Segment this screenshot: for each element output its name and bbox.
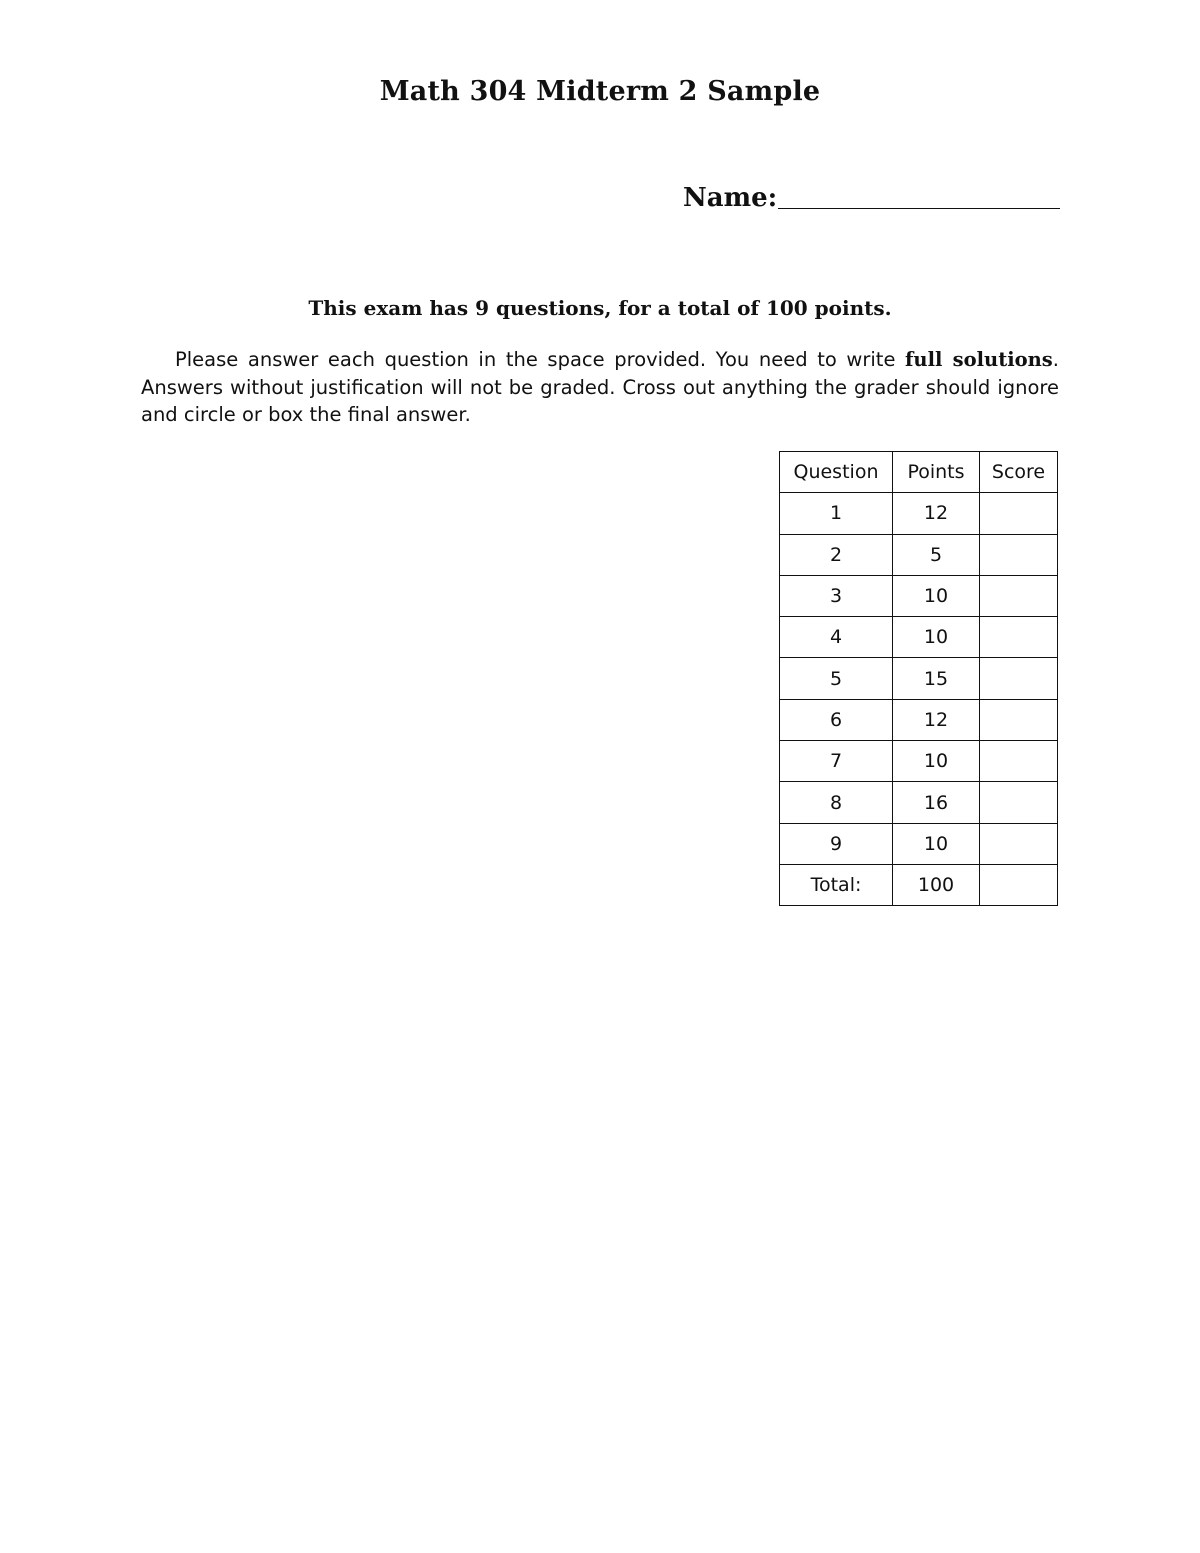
question-number: 6 xyxy=(780,699,893,740)
question-number: 8 xyxy=(780,782,893,823)
question-points: 10 xyxy=(893,823,980,864)
table-row xyxy=(780,534,1058,575)
total-label: Total: xyxy=(780,864,893,905)
score-table xyxy=(779,451,1058,906)
question-score xyxy=(980,782,1058,823)
question-points: 12 xyxy=(893,699,980,740)
table-row xyxy=(780,782,1058,823)
question-number: 4 xyxy=(780,617,893,658)
table-row xyxy=(780,493,1058,534)
header-score: Score xyxy=(980,452,1058,493)
question-score xyxy=(980,823,1058,864)
instructions-text-start: Please answer each question in the space provided. You need to write xyxy=(175,348,906,371)
score-table-header-row xyxy=(780,452,1058,493)
exam-summary: This exam has 9 questions, for a total of 100 points. xyxy=(308,296,892,320)
instructions-emphasis: full solutions xyxy=(905,348,1053,371)
exam-title: Math 304 Midterm 2 Sample xyxy=(379,76,821,107)
question-number: 7 xyxy=(780,741,893,782)
name-blank-line xyxy=(778,208,1060,209)
instructions-paragraph xyxy=(141,346,1059,429)
total-score xyxy=(980,864,1058,905)
question-points: 5 xyxy=(893,534,980,575)
table-row xyxy=(780,699,1058,740)
name-label: Name: xyxy=(683,183,778,213)
question-score xyxy=(980,575,1058,616)
question-points: 15 xyxy=(893,658,980,699)
question-points: 10 xyxy=(893,575,980,616)
question-number: 2 xyxy=(780,534,893,575)
question-number: 5 xyxy=(780,658,893,699)
question-score xyxy=(980,617,1058,658)
question-number: 9 xyxy=(780,823,893,864)
question-score xyxy=(980,699,1058,740)
question-score xyxy=(980,534,1058,575)
header-points: Points xyxy=(893,452,980,493)
question-points: 10 xyxy=(893,741,980,782)
question-number: 3 xyxy=(780,575,893,616)
table-row xyxy=(780,617,1058,658)
question-points: 10 xyxy=(893,617,980,658)
question-points: 12 xyxy=(893,493,980,534)
table-total-row xyxy=(780,864,1058,905)
name-field-row xyxy=(683,183,1063,223)
question-points: 16 xyxy=(893,782,980,823)
question-score xyxy=(980,658,1058,699)
question-score xyxy=(980,741,1058,782)
table-row xyxy=(780,741,1058,782)
table-row xyxy=(780,658,1058,699)
table-row xyxy=(780,823,1058,864)
header-question: Question xyxy=(780,452,893,493)
instructions-text-end: . Answers without justification will not be graded. Cross out anything the grader should ignore and circle or box the final answer. xyxy=(141,348,1059,426)
table-row xyxy=(780,575,1058,616)
total-points: 100 xyxy=(893,864,980,905)
question-number: 1 xyxy=(780,493,893,534)
question-score xyxy=(980,493,1058,534)
